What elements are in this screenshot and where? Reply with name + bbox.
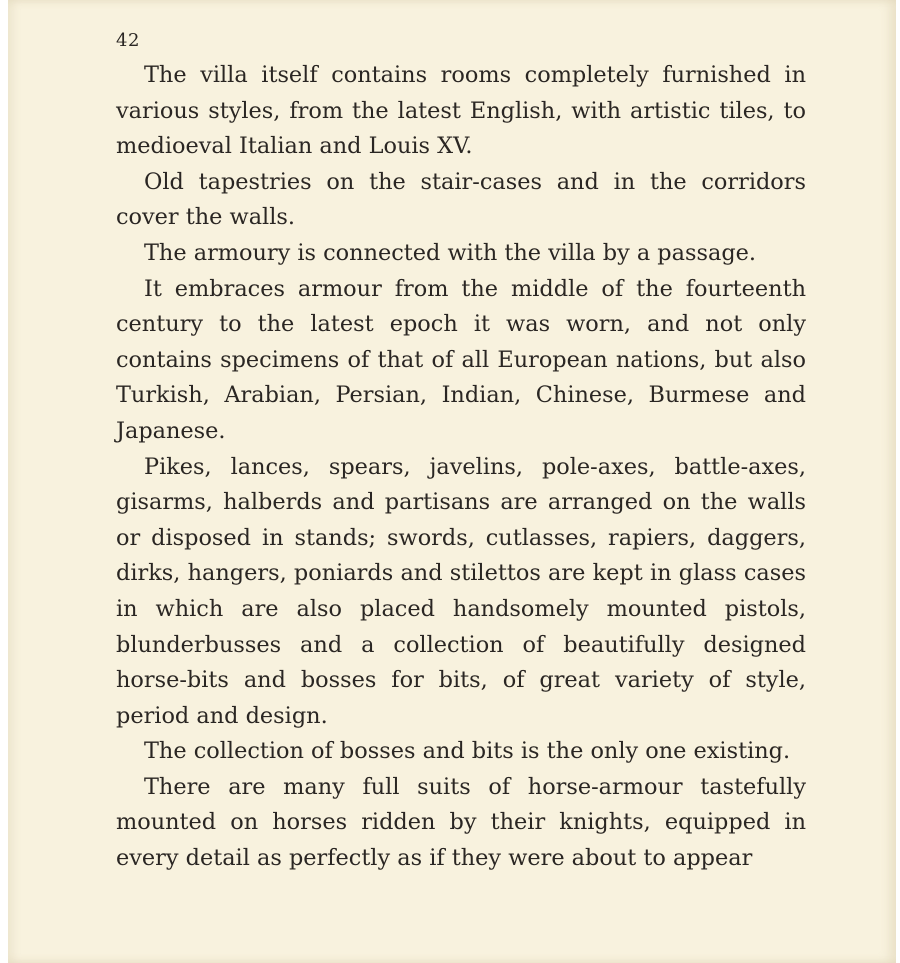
page-number: 42 <box>116 30 140 51</box>
paragraph-weapons: Pikes, lances, spears, javelins, pole-axes, battle-axes, gisarms, halberds and partisans are arranged on the walls or disposed in stands; swords, cutlasses, rapiers, daggers, dirks, hangers, poniards and stilettos are kept in glass cases in which are also placed handsomely mounted pistols, blunderbusses and a collection of beautifully designed horse-bits and bosses for bits, of great variety of style, period and design. <box>116 453 806 729</box>
body-text <box>116 58 806 877</box>
paragraph-tapestries: Old tapestries on the stair-cases and in the corridors cover the walls. <box>116 168 806 231</box>
paragraph-horse-armour: There are many full suits of horse-armour tastefully mounted on horses ridden by their knights, equipped in every detail as perfectly as if they were about to appear <box>116 773 806 872</box>
paragraph-villa-rooms: The villa itself contains rooms completely furnished in various styles, from the latest English, with artistic tiles, to medioeval Italian and Louis XV. <box>116 62 806 160</box>
paragraph-armour-origins: It embraces armour from the middle of the fourteenth century to the latest epoch it was worn, and not only contains specimens of that of all European nations, but also Turkish, Arabian, Persian, Indian, Chinese, Burmese and Japanese. <box>116 275 806 444</box>
paragraph-bosses-bits: The collection of bosses and bits is the only one existing. <box>144 738 791 765</box>
paragraph-armoury-passage: The armoury is connected with the villa by a passage. <box>144 239 757 266</box>
book-page <box>8 0 896 963</box>
